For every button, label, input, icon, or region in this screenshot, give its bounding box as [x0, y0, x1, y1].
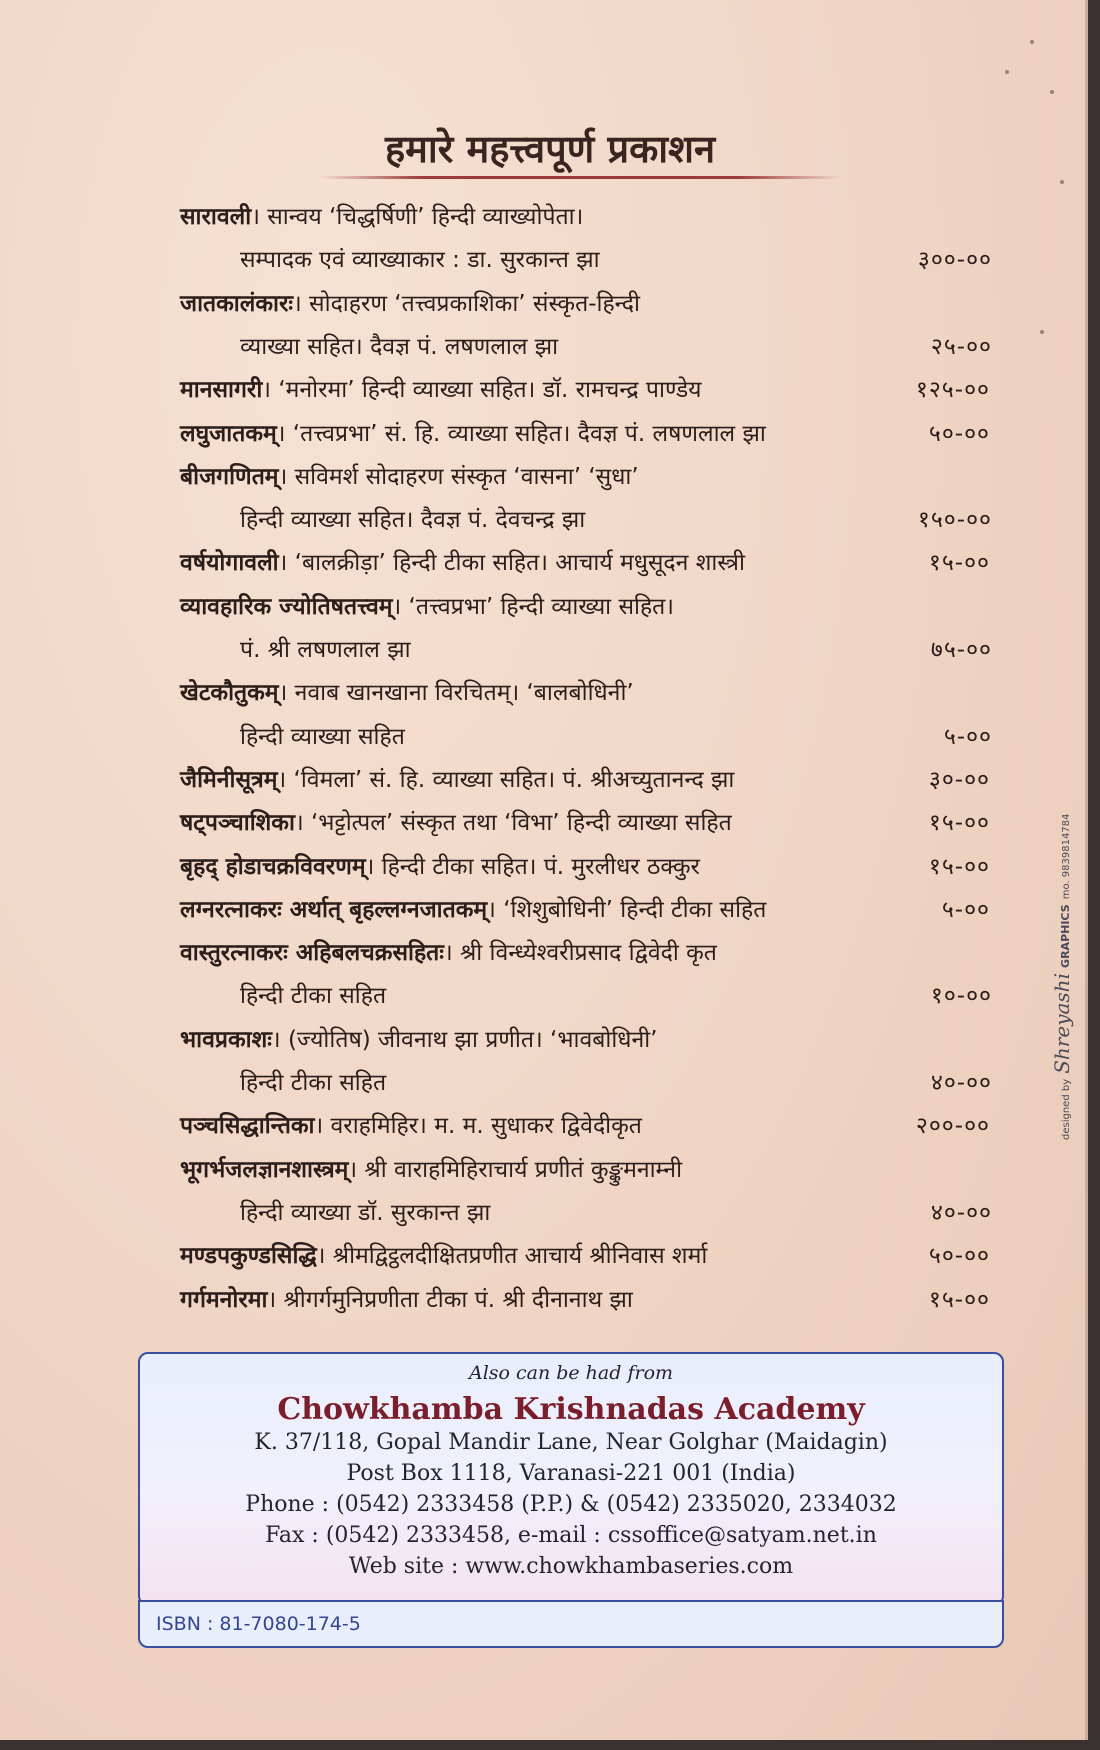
- book-title: खेटकौतुकम्: [180, 680, 279, 707]
- book-description: । ‘तत्त्वप्रभा’ सं. हि. व्याख्या सहित। दैवज्ञ पं. लषणलाल झा: [276, 420, 766, 447]
- book-entry-line: [180, 1281, 990, 1319]
- publisher-phone: Phone : (0542) 2333458 (P.P.) & (0542) 2335020, 2334032: [245, 1492, 897, 1517]
- publisher-address-line-1: K. 37/118, Gopal Mandir Lane, Near Golghar (Maidagin): [254, 1430, 888, 1455]
- book-description: । ‘मनोरमा’ हिन्दी व्याख्या सहित। डॉ. रामचन्द्र पाण्डेय: [262, 377, 702, 404]
- book-price: ४०-००: [930, 1070, 992, 1096]
- book-entry-line: [180, 1021, 990, 1059]
- book-price: १५-००: [928, 1286, 990, 1313]
- book-title: भूगर्भजलज्ञानशास्त्रम्: [180, 1156, 349, 1183]
- book-description: । श्रीगर्गमुनिप्रणीता टीका पं. श्री दीनानाथ झा: [267, 1286, 633, 1313]
- publisher-fax-email: Fax : (0542) 2333458, e-mail : cssoffice@satyam.net.in: [265, 1523, 877, 1548]
- book-title: व्यावहारिक ज्योतिषतत्त्वम्: [180, 593, 393, 620]
- book-entry-line: [182, 718, 992, 756]
- book-entry-line: [180, 458, 990, 496]
- book-description: । नवाब खानखाना विरचितम्। ‘बालबोधिनी’: [278, 680, 634, 707]
- book-title: बृहद् होडाचक्रविवरणम्: [180, 853, 366, 880]
- book-entry-line: [182, 977, 992, 1015]
- book-title: लग्नरत्नाकरः अर्थात् बृहल्लग्नजातकम्: [180, 896, 488, 923]
- book-price: १०-००: [930, 983, 992, 1010]
- book-description: । श्रीमद्विट्ठलदीक्षितप्रणीत आचार्य श्रीनिवास शर्मा: [316, 1243, 708, 1270]
- book-entry-line: [182, 501, 992, 539]
- book-description-continued: पं. श्री लषणलाल झा: [240, 637, 411, 663]
- book-entry-line: [180, 285, 990, 323]
- book-description: । ‘शिशुबोधिनी’ हिन्दी टीका सहित: [487, 896, 767, 923]
- book-title: सारावली: [180, 204, 252, 230]
- book-description-continued: सम्पादक एवं व्याख्याकार : डा. सुरकान्त झा: [240, 247, 600, 274]
- book-title: पञ्चसिद्धान्तिका: [180, 1113, 315, 1140]
- book-title: षट्पञ्चाशिका: [180, 810, 295, 837]
- designer-signature: Shreyashi: [1050, 973, 1074, 1074]
- book-entry-line: [180, 1237, 990, 1275]
- book-title: लघुजातकम्: [180, 420, 277, 447]
- book-price: ५०-००: [928, 1243, 990, 1270]
- publisher-address-line-2: Post Box 1118, Varanasi-221 001 (India): [346, 1461, 796, 1486]
- book-title: जैमिनीसूत्रम्: [180, 766, 278, 793]
- book-description: । (ज्योतिष) जीवनाथ झा प्रणीत। ‘भावबोधिनी’: [271, 1026, 658, 1053]
- book-entry-line: [180, 804, 990, 842]
- book-description-continued: व्याख्या सहित। दैवज्ञ पं. लषणलाल झा: [240, 333, 559, 360]
- book-price: २००-००: [915, 1113, 990, 1140]
- book-description: । ‘बालक्रीड़ा’ हिन्दी टीका सहित। आचार्य मधुसूदन शास्त्री: [278, 550, 745, 577]
- book-description-continued: हिन्दी टीका सहित: [240, 983, 387, 1010]
- book-price: २५-००: [930, 333, 992, 360]
- book-entry-line: [182, 328, 992, 366]
- book-price: ३००-००: [917, 247, 992, 274]
- book-description: । ‘तत्त्वप्रभा’ हिन्दी व्याख्या सहित।: [392, 593, 674, 620]
- publisher-website: Web site : www.chowkhambaseries.com: [348, 1554, 794, 1579]
- designer-mobile: mo. 9839814784: [1061, 813, 1072, 900]
- designer-credit: [1050, 814, 1074, 1140]
- publisher-box: [138, 1352, 1004, 1606]
- graphics-label: GRAPHICS: [1059, 904, 1072, 968]
- book-entry-line: [182, 1194, 992, 1232]
- book-title: मण्डपकुण्डसिद्धि: [180, 1243, 317, 1270]
- isbn-strip: [138, 1600, 1004, 1648]
- publisher-name: Chowkhamba Krishnadas Academy: [277, 1392, 865, 1427]
- book-entry-line: [180, 674, 990, 712]
- isbn-number: ISBN : 81-7080-174-5: [156, 1613, 361, 1635]
- book-price: ७५-००: [930, 637, 992, 663]
- book-description-continued: हिन्दी व्याख्या डॉ. सुरकान्त झा: [240, 1199, 491, 1226]
- book-title: वास्तुरत्नाकरः अहिबलचक्रसहितः: [180, 940, 444, 967]
- book-price: ५-००: [941, 896, 990, 923]
- book-price: १५-००: [928, 550, 990, 577]
- book-entry-line: [180, 371, 990, 409]
- book-description: । सविमर्श सोदाहरण संस्कृत ‘वासना’ ‘सुधा’: [278, 463, 639, 490]
- book-entry-line: [180, 934, 990, 972]
- book-price: ३०-००: [928, 766, 990, 793]
- book-entry-line: [180, 848, 990, 886]
- book-description-continued: हिन्दी व्याख्या सहित। दैवज्ञ पं. देवचन्द्र झा: [240, 507, 586, 534]
- book-description: । वराहमिहिर। म. म. सुधाकर द्विवेदीकृत: [314, 1113, 642, 1140]
- book-entry-line: [180, 198, 990, 236]
- book-price: ५०-००: [928, 420, 990, 447]
- book-price: ५-००: [943, 723, 992, 750]
- book-price: १२५-००: [915, 377, 990, 404]
- book-description: । ‘भट्टोत्पल’ संस्कृत तथा ‘विभा’ हिन्दी व्याख्या सहित: [294, 810, 732, 837]
- book-title: जातकालंकारः: [180, 290, 294, 317]
- book-entry-line: [180, 891, 990, 929]
- book-description: । सान्वय ‘चिद्धर्षिणी’ हिन्दी व्याख्योपेता।: [251, 204, 584, 230]
- book-title: बीजगणितम्: [180, 463, 279, 490]
- book-entry-line: [180, 588, 990, 626]
- book-entry-line: [180, 1151, 990, 1189]
- book-title: भावप्रकाशः: [180, 1026, 272, 1053]
- book-description: । हिन्दी टीका सहित। पं. मुरलीधर ठक्कुर: [365, 853, 700, 880]
- book-price: १५-००: [928, 810, 990, 837]
- book-description: । ‘विमला’ सं. हि. व्याख्या सहित। पं. श्रीअच्युतानन्द झा: [277, 766, 735, 793]
- book-price: १५०-००: [917, 507, 992, 534]
- section-heading: हमारे महत्त्वपूर्ण प्रकाशन: [384, 127, 716, 171]
- book-entry-line: [182, 1064, 992, 1102]
- book-entry-line: [180, 415, 990, 453]
- book-description-continued: हिन्दी टीका सहित: [240, 1070, 387, 1096]
- book-price: ४०-००: [930, 1199, 992, 1226]
- also-available-note: Also can be had from: [468, 1362, 674, 1384]
- designed-by-label: designed by: [1061, 1078, 1072, 1140]
- book-description: । श्री वाराहमिहिराचार्य प्रणीतं कुङ्कुमनाम्नी: [348, 1156, 683, 1183]
- book-price: १५-००: [928, 853, 990, 880]
- book-title: वर्षयोगावली: [180, 550, 279, 577]
- book-entry-line: [182, 631, 992, 669]
- book-entry-line: [182, 241, 992, 279]
- book-description: । सोदाहरण ‘तत्त्वप्रकाशिका’ संस्कृत-हिन्दी: [293, 290, 640, 317]
- book-entry-line: [180, 761, 990, 799]
- book-description-continued: हिन्दी व्याख्या सहित: [240, 723, 405, 750]
- book-description: । श्री विन्ध्येश्वरीप्रसाद द्विवेदी कृत: [443, 940, 717, 967]
- book-title: मानसागरी: [180, 377, 263, 404]
- book-title: गर्गमनोरमा: [180, 1286, 268, 1313]
- book-entry-line: [180, 1107, 990, 1145]
- book-entry-line: [180, 544, 990, 582]
